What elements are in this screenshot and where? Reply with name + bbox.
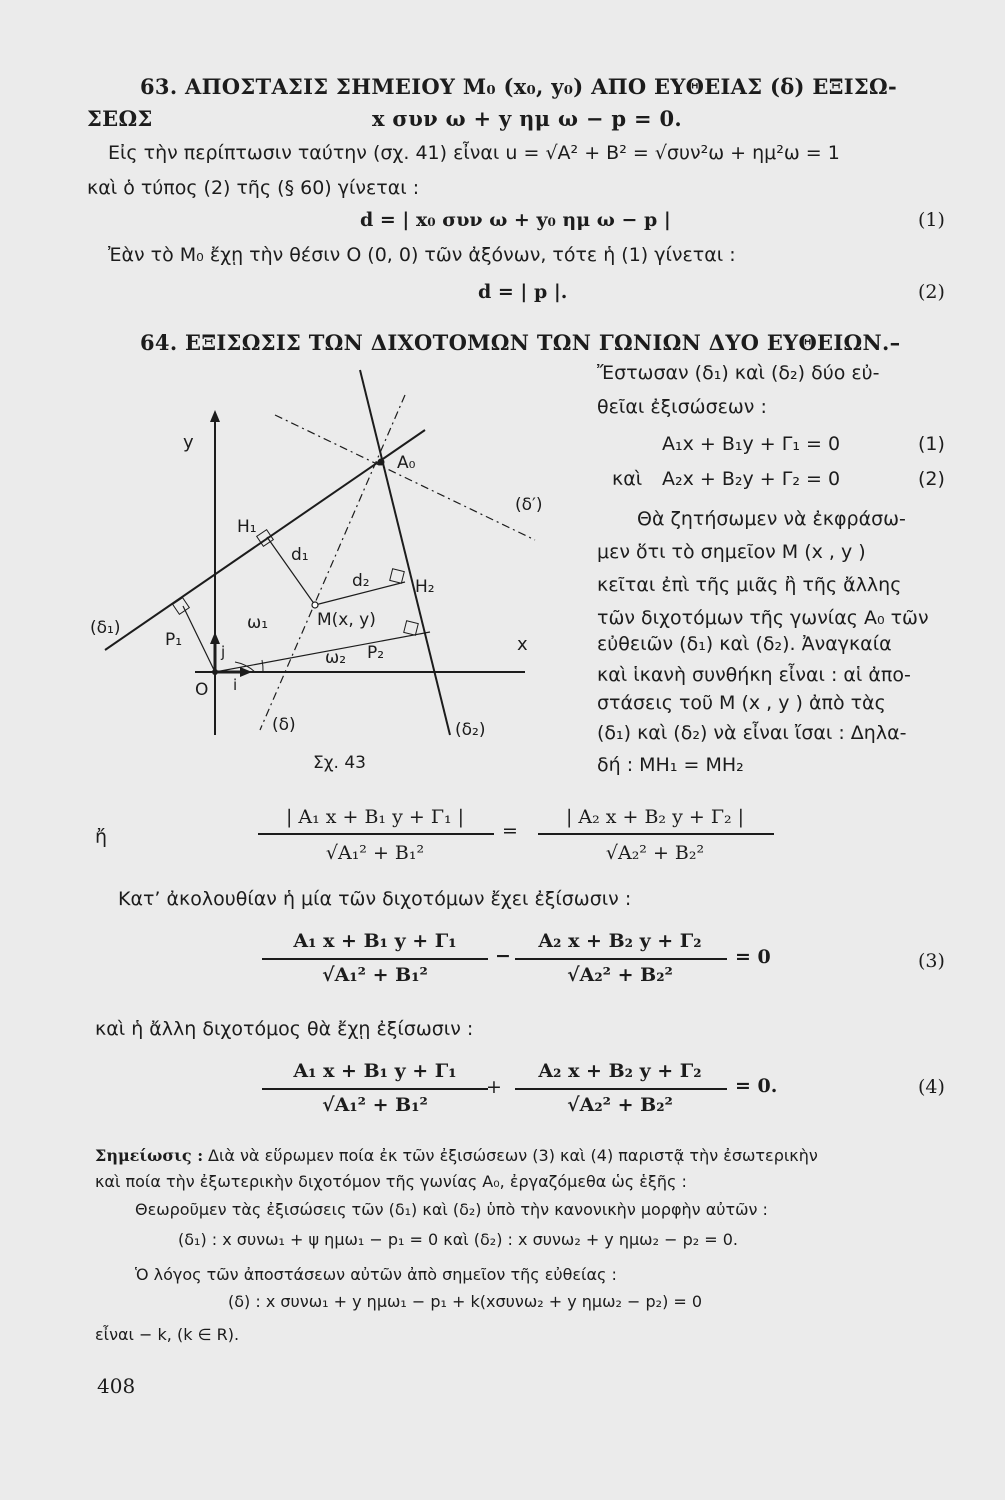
label-omega-2: ω₂: [325, 648, 347, 668]
note-line: (δ₁) : x συνω₁ + ψ ημω₁ − p₁ = 0 καὶ (δ₂) : x συνω₂ + y ημω₂ − p₂ = 0.: [178, 1230, 738, 1249]
bisector-delta-prime: [275, 415, 535, 540]
equation-number: (3): [918, 950, 945, 972]
paragraph-line: δή : MH₁ = MH₂: [597, 754, 744, 776]
bisector-delta: [260, 395, 405, 730]
fraction-bar: [538, 833, 774, 835]
angle-arc-w2: [262, 660, 263, 672]
text-word: καὶ: [612, 468, 643, 490]
fraction-denominator: √A₂² + B₂²: [567, 964, 673, 986]
fraction-bar: [262, 958, 488, 960]
arrow-j-icon: [210, 632, 220, 644]
text-line: καὶ ἡ ἄλλη διχοτόμος θὰ ἔχῃ ἐξίσωσιν :: [95, 1018, 474, 1040]
figure-caption: Σχ. 43: [313, 753, 367, 773]
label-delta: (δ): [272, 715, 296, 735]
right-angle-marker: [404, 621, 419, 636]
fraction-numerator: | A₁ x + B₁ y + Γ₁ |: [285, 806, 465, 828]
right-angle-marker: [390, 569, 405, 584]
label-i: i: [233, 676, 238, 694]
note-line: Διὰ νὰ εὕρωμεν ποία ἐκ τῶν ἐξισώσεων (3) καὶ (4) παριστᾷ τὴν ἐσωτερικὴν: [208, 1146, 818, 1165]
paragraph-line: τῶν διχοτόμων τῆς γωνίας A₀ τῶν: [597, 607, 929, 629]
label-omega-1: ω₁: [247, 613, 269, 633]
right-angle-marker: [173, 598, 190, 615]
figure-43: [85, 360, 543, 780]
paragraph-line: Θὰ ζητήσωμεν νὰ ἐκφράσω-: [637, 508, 906, 530]
text-line: θεῖαι ἐξισώσεων :: [597, 396, 767, 418]
equals-sign: =: [502, 820, 518, 842]
point-origin: [212, 669, 218, 675]
point-a0: [378, 459, 385, 466]
paragraph-line: κεῖται ἐπὶ τῆς μιᾶς ἢ τῆς ἄλλης: [597, 574, 902, 596]
equation-number: (2): [918, 281, 945, 303]
section-64-title: 64. ΕΞΙΣΩΣΙΣ ΤΩΝ ΔΙΧΟΤΟΜΩΝ ΤΩΝ ΓΩΝΙΩΝ ΔΥΟ ΕΥΘΕΙΩΝ.–: [140, 330, 901, 355]
note-line: Ὁ λόγος τῶν ἀποστάσεων αὐτῶν ἀπὸ σημεῖον τῆς εὐθείας :: [135, 1265, 617, 1284]
fraction-denominator: √A₂² + B₂²: [567, 1094, 673, 1116]
paragraph-line: καὶ ἱκανὴ συνθήκη εἶναι : αἱ ἀπο-: [597, 664, 911, 686]
label-x: x: [517, 634, 528, 655]
label-origin: O: [195, 680, 209, 700]
point-m: [312, 602, 318, 608]
section-63-equation: x συν ω + y ημ ω − p = 0.: [372, 106, 682, 131]
label-m: M(x, y): [317, 610, 376, 630]
label-delta-1: (δ₁): [90, 618, 121, 638]
fraction-denominator: √A₁² + B₁²: [322, 1094, 428, 1116]
fraction-numerator: A₂ x + B₂ y + Γ₂: [538, 1060, 702, 1082]
note-line: Θεωροῦμεν τὰς ἐξισώσεις τῶν (δ₁) καὶ (δ₂) ὑπὸ τὴν κανονικὴν μορφὴν αὐτῶν :: [135, 1200, 768, 1219]
fraction-denominator: √A₂² + B₂²: [605, 842, 705, 864]
equation-d: d = | x₀ συν ω + y₀ ημ ω − p |: [360, 209, 671, 231]
note-line: (δ) : x συνω₁ + y ημω₁ − p₁ + k(xσυνω₂ + y ημω₂ − p₂) = 0: [228, 1292, 703, 1311]
page-number: 408: [97, 1374, 136, 1398]
section-63-title-continuation: ΣΕΩΣ: [87, 106, 153, 131]
equation-number: (1): [918, 433, 945, 455]
or-word: ἤ: [95, 826, 108, 848]
label-delta-2: (δ₂): [455, 720, 486, 740]
line-delta-2: [360, 370, 450, 735]
note-line: καὶ ποία τὴν ἐξωτερικὴν διχοτόμον τῆς γωνίας A₀, ἐργαζόμεθα ὡς ἑξῆς :: [95, 1172, 687, 1191]
fraction-bar: [515, 958, 727, 960]
label-d2: d₂: [352, 571, 370, 591]
y-axis-arrow-icon: [210, 410, 220, 422]
equals-zero: = 0: [735, 946, 771, 968]
line-equation-1: A₁x + B₁y + Γ₁ = 0: [662, 433, 841, 455]
fraction-numerator: A₁ x + B₁ y + Γ₁: [293, 930, 457, 952]
label-delta-prime: (δ′): [515, 495, 543, 515]
equals-zero: = 0.: [735, 1075, 778, 1097]
fraction-numerator: A₂ x + B₂ y + Γ₂: [538, 930, 702, 952]
fraction-bar: [515, 1088, 727, 1090]
fraction-bar: [262, 1088, 488, 1090]
plus-sign: +: [486, 1076, 502, 1098]
fraction-denominator: √A₁² + B₁²: [322, 964, 428, 986]
label-p1: P₁: [165, 630, 183, 650]
equation-number: (2): [918, 468, 945, 490]
segment-p1: [183, 606, 215, 672]
text-line: Ἔστωσαν (δ₁) καὶ (δ₂) δύο εὐ-: [597, 362, 880, 384]
text-line: Εἰς τὴν περίπτωσιν ταύτην (σχ. 41) εἶναι u = √A² + B² = √συν²ω + ημ²ω = 1: [108, 142, 840, 164]
label-a0: A₀: [397, 453, 416, 473]
paragraph-line: (δ₁) καὶ (δ₂) νὰ εἶναι ἴσαι : Δηλα-: [597, 722, 907, 744]
paragraph-line: στάσεις τοῦ M (x , y ) ἀπὸ τὰς: [597, 692, 886, 714]
section-63-title: 63. ΑΠΟΣΤΑΣΙΣ ΣΗΜΕΙΟΥ M₀ (x₀, y₀) ΑΠΟ ΕΥΘΕΙΑΣ (δ) ΕΞΙΣΩ-: [140, 74, 898, 99]
paragraph-line: μεν ὅτι τὸ σημεῖον M (x , y ): [597, 541, 866, 563]
label-h2: H₂: [415, 577, 435, 597]
minus-sign: −: [495, 945, 511, 967]
label-d1: d₁: [291, 545, 309, 565]
equation-d-p: d = | p |.: [478, 281, 568, 303]
note-label: Σημείωσις :: [95, 1146, 204, 1165]
label-p2: P₂: [367, 643, 385, 663]
label-h1: H₁: [237, 517, 257, 537]
note-line: εἶναι − k, (k ∈ R).: [95, 1325, 240, 1344]
label-y: y: [183, 432, 194, 453]
text-line: Ἐὰν τὸ M₀ ἔχῃ τὴν θέσιν O (0, 0) τῶν ἀξόνων, τότε ἡ (1) γίνεται :: [108, 244, 736, 266]
fraction-numerator: A₁ x + B₁ y + Γ₁: [293, 1060, 457, 1082]
text-line: καὶ ὁ τύπος (2) τῆς (§ 60) γίνεται :: [87, 177, 420, 199]
equation-number: (1): [918, 209, 945, 231]
paragraph-line: εὐθειῶν (δ₁) καὶ (δ₂). Ἀναγκαία: [597, 633, 892, 655]
fraction-denominator: √A₁² + B₁²: [325, 842, 425, 864]
fraction-bar: [258, 833, 494, 835]
label-j: j: [221, 643, 226, 661]
text-line: Κατ’ ἀκολουθίαν ἡ μία τῶν διχοτόμων ἔχει ἐξίσωσιν :: [118, 888, 632, 910]
fraction-numerator: | A₂ x + B₂ y + Γ₂ |: [565, 806, 745, 828]
equation-number: (4): [918, 1076, 945, 1098]
line-equation-2: A₂x + B₂y + Γ₂ = 0: [662, 468, 841, 490]
